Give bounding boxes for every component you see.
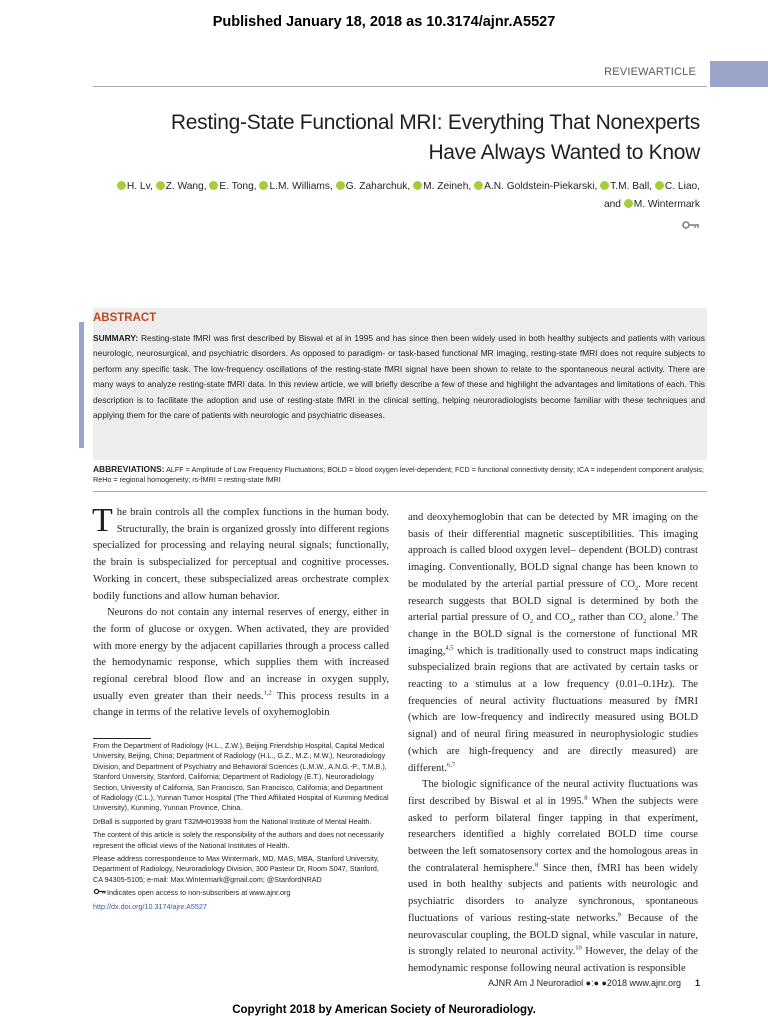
- title-line-2: Have Always Wanted to Know: [428, 141, 700, 164]
- abbreviations-label: ABBREVIATIONS:: [93, 464, 165, 474]
- orcid-icon[interactable]: [624, 199, 633, 208]
- abbreviations-text: ALFF = Amplitude of Low Frequency Fluctuations; BOLD = blood oxygen level-dependent; FCD = functional connectivity density; ICA = independent component analysis; ReHo = regional homogeneity; rs-fMRI = resting-state fMRI: [93, 465, 704, 484]
- orcid-icon[interactable]: [600, 181, 609, 190]
- open-access-key-icon: [682, 220, 700, 230]
- body-column-left: [92, 502, 389, 722]
- body-paragraph: The biologic significance of the neural activity fluctuations was first described by Biswal et al in 1995.$^8$ When the subjects were asked to perform bilateral finger tapping in that experiment, researchers identified a highly correlated BOLD time course between the left somatosensory cortex and the homologous areas in the contralateral hemisphere.$^8$ Since then, fMRI has been widely used in both healthy subjects and patients with neurologic and psychiatric disorders to analyze synchronous, spontaneous fluctuations of various resting-state networks.$^9$ Because of the neurovascular coupling, the BOLD signal, while vascular in nature, is strongly related to neuronal activity.$^{10}$ However, the delay of the hemodynamic response following neural activation is responsible: [408, 779, 699, 974]
- author-name[interactable]: A.N. Goldstein-Piekarski,: [484, 181, 598, 192]
- header-rule: [93, 86, 707, 87]
- orcid-icon[interactable]: [209, 181, 218, 190]
- author-name[interactable]: C. Liao,: [664, 181, 700, 192]
- footnote-rule: [93, 738, 151, 739]
- journal-citation: AJNR Am J Neuroradiol ●:● ●2018 www.ajnr.org: [488, 978, 681, 988]
- orcid-icon[interactable]: [413, 181, 422, 190]
- orcid-icon[interactable]: [156, 181, 165, 190]
- open-access-note: Indicates open access to non-subscribers at www.ajnr.org: [93, 888, 389, 898]
- citation[interactable]: 6,7: [446, 761, 456, 769]
- published-line: Published January 18, 2018 as 10.3174/ajnr.A5527: [212, 14, 556, 30]
- drop-cap: T: [92, 502, 113, 539]
- citation[interactable]: 9: [617, 911, 622, 919]
- abbreviations-rule: [93, 491, 707, 492]
- author-line-1: [80, 178, 700, 196]
- abbreviations: [93, 464, 705, 485]
- citation[interactable]: 10: [575, 944, 582, 952]
- author-name[interactable]: T.M. Ball,: [610, 181, 653, 192]
- page-number: 1: [694, 978, 700, 988]
- author-line-2: [80, 196, 700, 214]
- citation[interactable]: 8: [534, 861, 539, 869]
- page-footer: [488, 978, 700, 988]
- abstract-heading: ABSTRACT: [93, 312, 157, 324]
- abstract-summary: [93, 331, 705, 423]
- citation[interactable]: 8: [584, 794, 588, 802]
- body-paragraph: and deoxyhemoglobin that can be detected by MR imaging on the basis of their differential magnetic susceptibilities. This imaging approach is called blood oxygen level– dependent (BOLD) contrast imaging. Conventionally, BOLD signal change has been known to be modulated by the arterial partial pressure of $CO_2$. More recent research suggests that BOLD signal is determined by both the arterial partial pressure of $O_2$ and $CO_2$, rather than $CO_2$ alone.$^3$ The change in the BOLD signal is the cornerstone of functional MR imaging,$^{4,5}$ which is traditionally used to construct maps indicating subspecialized brain regions that are activated by certain tasks or reacting to a stimulus at a low frequency (0.01–0.1Hz). The frequencies of neural activity fluctuations measured by fMRI (which are low-frequency and indirectly measured using BOLD signal) and of neural firing measured in neurophysiologic studies (which are high-frequency and are directly measured) are different.$^{6,7}$: [408, 512, 699, 774]
- disclaimer-note: The content of this article is solely the responsibility of the authors and does not necessarily represent the official views of the National Institutes of Health.: [93, 830, 384, 850]
- author-name[interactable]: M. Wintermark: [633, 199, 700, 210]
- body-paragraph: Neurons do not contain any internal reserves of energy, either in the form of glucose or oxygen. When activated, they are provided with more energy by the adjacent capillaries through a process called the hemodynamic response, which supplies them with increased regional cerebral blood flow and an increase in oxygen supply, usually even greater than their needs.$^{1,2}$ This process results in a change in terms of the relative levels of oxyhemoglobin: [93, 607, 389, 719]
- orcid-icon[interactable]: [259, 181, 268, 190]
- summary-text: Resting-state fMRI was first described by Biswal et al in 1995 and has since then been widely used in both healthy subjects and patients with various neurologic, neurosurgical, and psychiatric disorders. As opposed to paradigm- or task-based functional MR imaging, resting-state fMRI does not require subjects to perform any specific task. The low-frequency oscillations of the resting-state fMRI signal have been shown to relate to the spontaneous neural activity. There are many ways to analyze resting-state fMRI data. In this review article, we will briefly describe a few of these and highlight the advantages and limitations of each. This description is to facilitate the adoption and use of resting-state fMRI in the clinical setting, helping neuroradiologists become familiar with these techniques and applying them for the care of patients with neurologic and psychiatric diseases.: [93, 333, 705, 421]
- author-name[interactable]: H. Lv,: [126, 181, 153, 192]
- author-name[interactable]: Z. Wang,: [165, 181, 207, 192]
- author-list: [80, 178, 700, 214]
- affiliations-note: From the Department of Radiology (H.L., Z.W.), Beijing Friendship Hospital, Capital Medical University, Beijing, China; Department of Radiology (H.L., G.Z., M.Z., M.W.), Neuroradiology Division, and Department of Psychiatry and Behavioral Sciences (L.M.W., A.N.G.-P., T.M.B.), Stanford University, Stanford, California; Department of Radiology (E.T.), Neuroradiology Section, University of California, San Francisco, San Francisco, California; and Department of Radiology (C.L.), Yunnan Tumor Hospital (The Third Affiliated Hospital of Kunming Medical University), Kunming, Yunnan Province, China.: [93, 741, 389, 813]
- doi-link[interactable]: http://dx.doi.org/10.3174/ajnr.A5527: [93, 901, 207, 911]
- orcid-icon[interactable]: [336, 181, 345, 190]
- author-conjunction: and: [603, 199, 621, 210]
- open-access-key-icon: [93, 888, 107, 895]
- grant-note: DrBall is supported by grant T32MH019938 from the National Institute of Mental Health.: [93, 816, 372, 826]
- author-name[interactable]: L.M. Williams,: [269, 181, 333, 192]
- author-name[interactable]: E. Tong,: [219, 181, 257, 192]
- abstract-accent-bar: [79, 322, 84, 448]
- title-line-1: Resting-State Functional MRI: Everything That Nonexperts: [170, 111, 700, 134]
- article-title: [80, 108, 700, 168]
- body-paragraph: The brain controls all the complex functions in the human body. Structurally, the brain is organized grossly into different regions specialized for processing and relaying neural signals; functionally, the brain is subspecialized for perceptual and cognitive processes. Working in concert, these subspecialized areas orchestrate complex bodily functions and allow human behavior.: [92, 502, 389, 602]
- copyright-line: Copyright 2018 by American Society of Neuroradiology.: [232, 1004, 536, 1016]
- header-accent-bar: [710, 61, 768, 87]
- citation[interactable]: 3: [675, 610, 679, 618]
- orcid-icon[interactable]: [474, 181, 483, 190]
- author-name[interactable]: M. Zeineh,: [423, 181, 472, 192]
- body-column-right: [408, 510, 698, 978]
- author-name[interactable]: G. Zaharchuk,: [345, 181, 411, 192]
- citation[interactable]: 4,5: [445, 644, 454, 652]
- review-article-tag: REVIEWARTICLE: [604, 66, 696, 78]
- summary-label: SUMMARY:: [93, 333, 139, 343]
- orcid-icon[interactable]: [655, 181, 664, 190]
- correspondence-note: Please address correspondence to Max Wintermark, MD, MAS, MBA, Stanford University, Department of Radiology, Neuroradiology Division, 300 Pasteur Dr, Room S047, Stanford, CA 94305-5105; e-mail: Max.Wintermark@gmail.com; @StanfordNRAD: [93, 854, 379, 884]
- citation[interactable]: 1,2: [263, 689, 272, 697]
- orcid-icon[interactable]: [117, 181, 126, 190]
- footnotes: [93, 741, 389, 915]
